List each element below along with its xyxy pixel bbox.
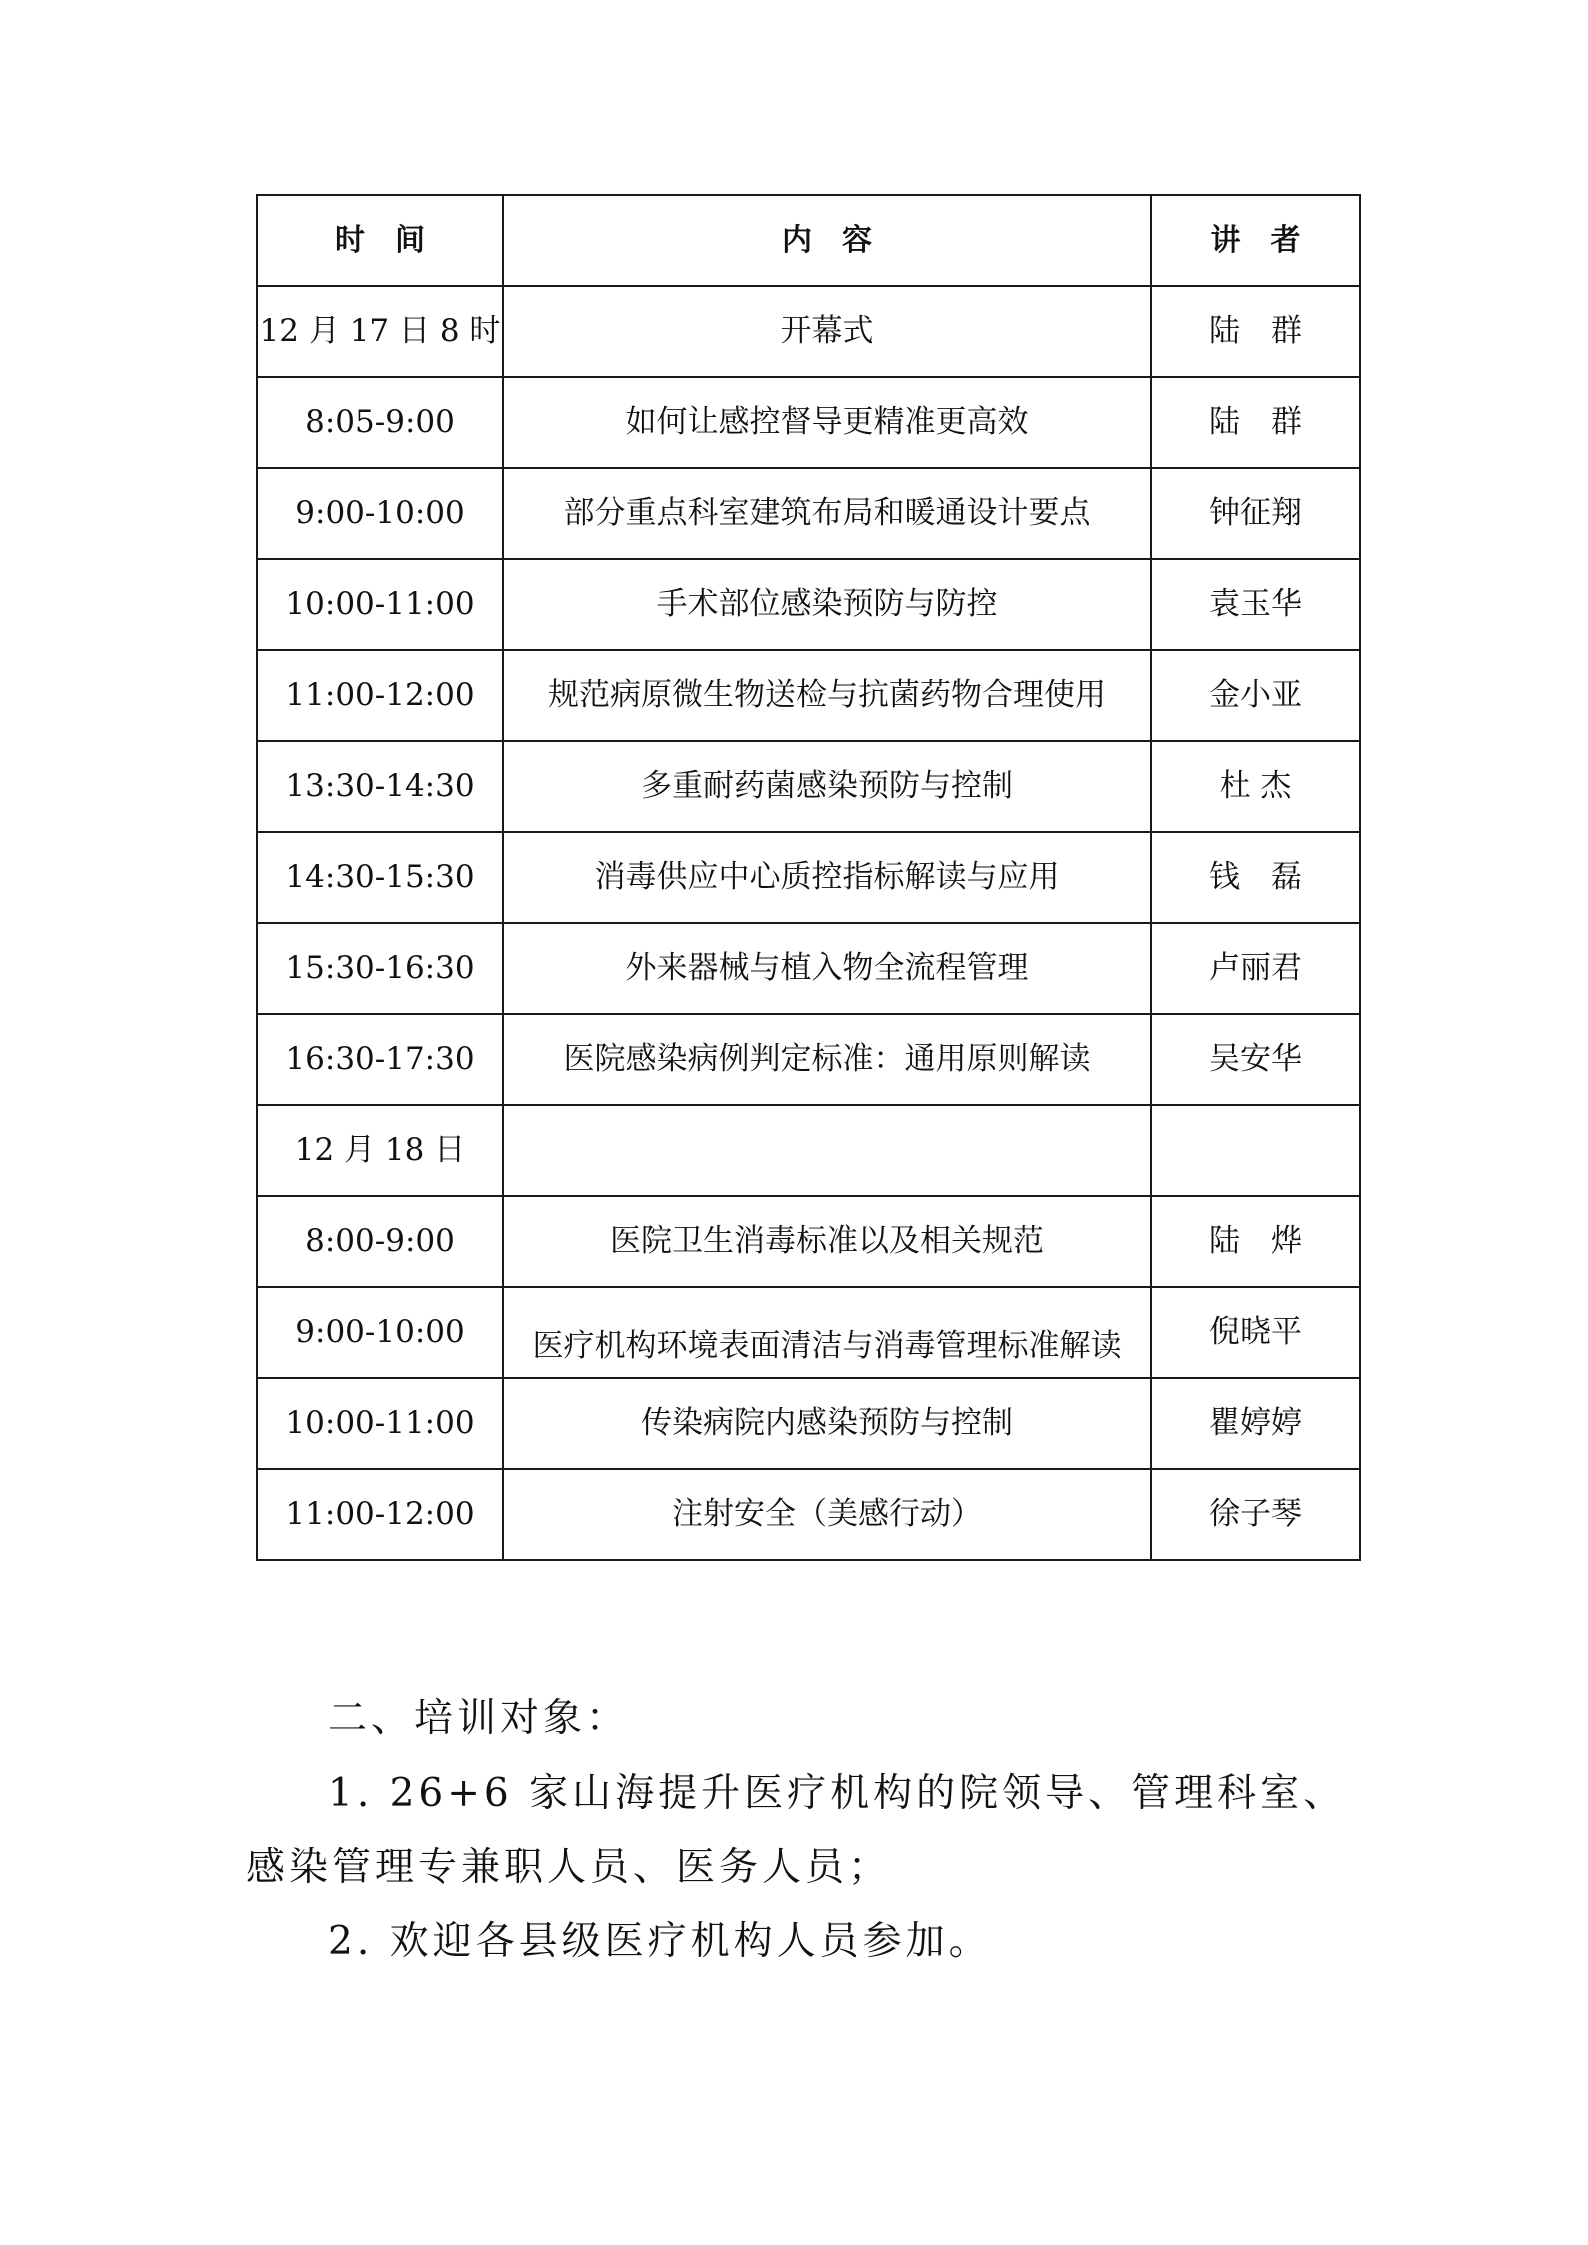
row-content: 传染病院内感染预防与控制	[503, 1378, 1151, 1469]
row-content: 消毒供应中心质控指标解读与应用	[503, 832, 1151, 923]
table-row	[257, 1378, 1360, 1469]
section-item-1: 1. 26+6 家山海提升医疗机构的院领导、管理科室、感染管理专兼职人员、医务人员；	[246, 1771, 1347, 1890]
row-content: 规范病原微生物送检与抗菌药物合理使用	[503, 650, 1151, 741]
row-speaker: 袁玉华	[1151, 559, 1360, 650]
row-content: 多重耐药菌感染预防与控制	[503, 741, 1151, 832]
row-time: 8:00-9:00	[257, 1196, 503, 1287]
row-time: 12 月 18 日	[257, 1105, 503, 1196]
table-row	[257, 650, 1360, 741]
row-time: 10:00-11:00	[257, 559, 503, 650]
table-row	[257, 1469, 1360, 1560]
section-item-2: 2. 欢迎各县级医疗机构人员参加。	[328, 1919, 992, 1964]
table-row	[257, 923, 1360, 1014]
table-row	[257, 286, 1360, 377]
row-time: 8:05-9:00	[257, 377, 503, 468]
row-time: 11:00-12:00	[257, 650, 503, 741]
table-row	[257, 1287, 1360, 1378]
row-content: 部分重点科室建筑布局和暖通设计要点	[503, 468, 1151, 559]
header-speaker: 讲 者	[1151, 195, 1360, 286]
row-speaker: 徐子琴	[1151, 1469, 1360, 1560]
row-time: 12 月 17 日 8 时	[257, 286, 503, 377]
row-content: 手术部位感染预防与防控	[503, 559, 1151, 650]
row-content	[503, 1105, 1151, 1196]
row-speaker: 陆 群	[1151, 286, 1360, 377]
section-heading: 二、培训对象：	[328, 1696, 630, 1741]
row-time: 11:00-12:00	[257, 1469, 503, 1560]
table-row	[257, 741, 1360, 832]
row-content: 医院感染病例判定标准：通用原则解读	[503, 1014, 1151, 1105]
row-speaker: 金小亚	[1151, 650, 1360, 741]
table-row-day-divider	[257, 1105, 1360, 1196]
row-content: 如何让感控督导更精准更高效	[503, 377, 1151, 468]
row-time: 14:30-15:30	[257, 832, 503, 923]
row-content: 医疗机构环境表面清洁与消毒管理标准解读	[503, 1287, 1151, 1378]
row-content: 注射安全（美感行动）	[503, 1469, 1151, 1560]
row-time: 15:30-16:30	[257, 923, 503, 1014]
row-speaker: 陆 烨	[1151, 1196, 1360, 1287]
row-content: 医院卫生消毒标准以及相关规范	[503, 1196, 1151, 1287]
row-content: 外来器械与植入物全流程管理	[503, 923, 1151, 1014]
row-speaker: 吴安华	[1151, 1014, 1360, 1105]
row-speaker: 倪晓平	[1151, 1287, 1360, 1378]
row-speaker	[1151, 1105, 1360, 1196]
table-row	[257, 468, 1360, 559]
row-speaker: 瞿婷婷	[1151, 1378, 1360, 1469]
row-speaker: 杜 杰	[1151, 741, 1360, 832]
table-row	[257, 377, 1360, 468]
row-time: 9:00-10:00	[257, 1287, 503, 1378]
row-time: 16:30-17:30	[257, 1014, 503, 1105]
table-row	[257, 1014, 1360, 1105]
table-header-row	[257, 195, 1360, 286]
row-time: 10:00-11:00	[257, 1378, 503, 1469]
row-speaker: 陆 群	[1151, 377, 1360, 468]
table-row	[257, 832, 1360, 923]
row-speaker: 钟征翔	[1151, 468, 1360, 559]
row-speaker: 卢丽君	[1151, 923, 1360, 1014]
row-speaker: 钱 磊	[1151, 832, 1360, 923]
header-time: 时 间	[257, 195, 503, 286]
header-content: 内 容	[503, 195, 1151, 286]
schedule-table	[256, 194, 1361, 1561]
row-time: 9:00-10:00	[257, 468, 503, 559]
table-row	[257, 559, 1360, 650]
row-time: 13:30-14:30	[257, 741, 503, 832]
table-row	[257, 1196, 1360, 1287]
row-content: 开幕式	[503, 286, 1151, 377]
